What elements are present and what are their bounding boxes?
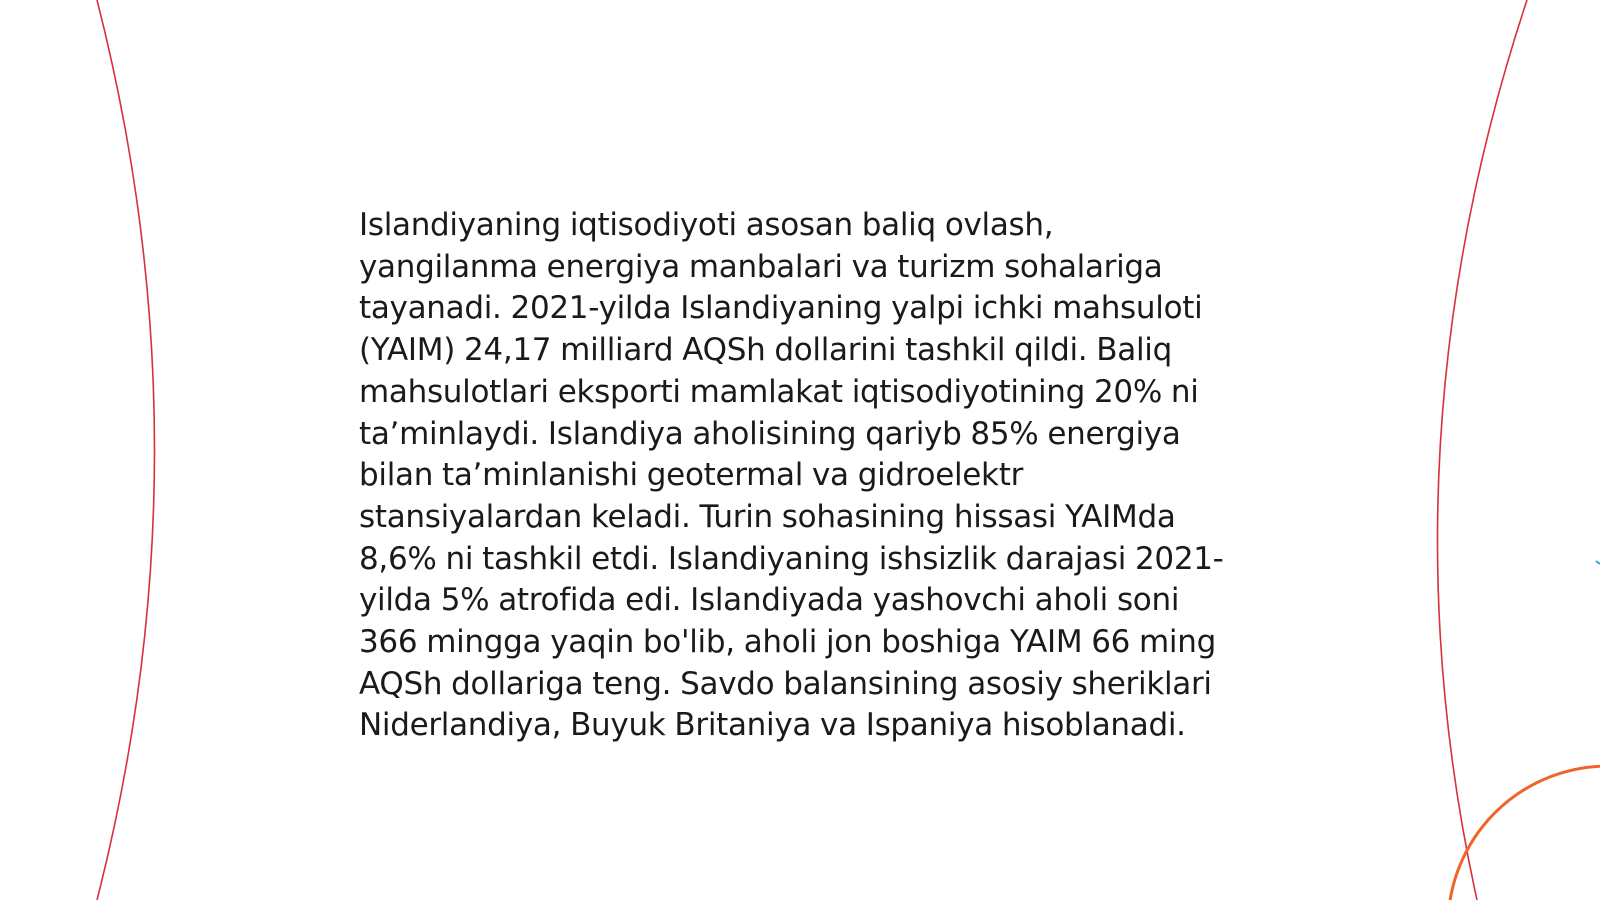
body-paragraph: Islandiyaning iqtisodiyoti asosan baliq ovlash, yangilanma energiya manbalari va turizm sohalariga tayanadi. 2021-yilda Islandiyaning yalpi ichki mahsuloti (YAIM) 24,17 milliard AQSh dollarini tashkil qildi. Baliq mahsulotlari eksporti mamlakat iqtisodiyotining 20% ni ta’minlaydi. Islandiya aholisining qariyb 85% energiya bilan ta’minlanishi geotermal va gidroelektr stansiyalardan keladi. Turin sohasining hissasi YAIMda 8,6% ni tashkil etdi. Islandiyaning ishsizlik darajasi 2021-yilda 5% atrofida edi. Islandiyada yashovchi aholi soni 366 mingga yaqin bo'lib, aholi jon boshiga YAIM 66 ming AQSh dollariga teng. Savdo balansining asosiy sheriklari Niderlandiya, Buyuk Britaniya va Ispaniya hisoblanadi. [359,207,1224,744]
right-arc [1437,0,1527,900]
orange-circle-arc [1448,766,1600,900]
blue-accent-mark [1596,561,1600,564]
left-arc [97,0,155,900]
